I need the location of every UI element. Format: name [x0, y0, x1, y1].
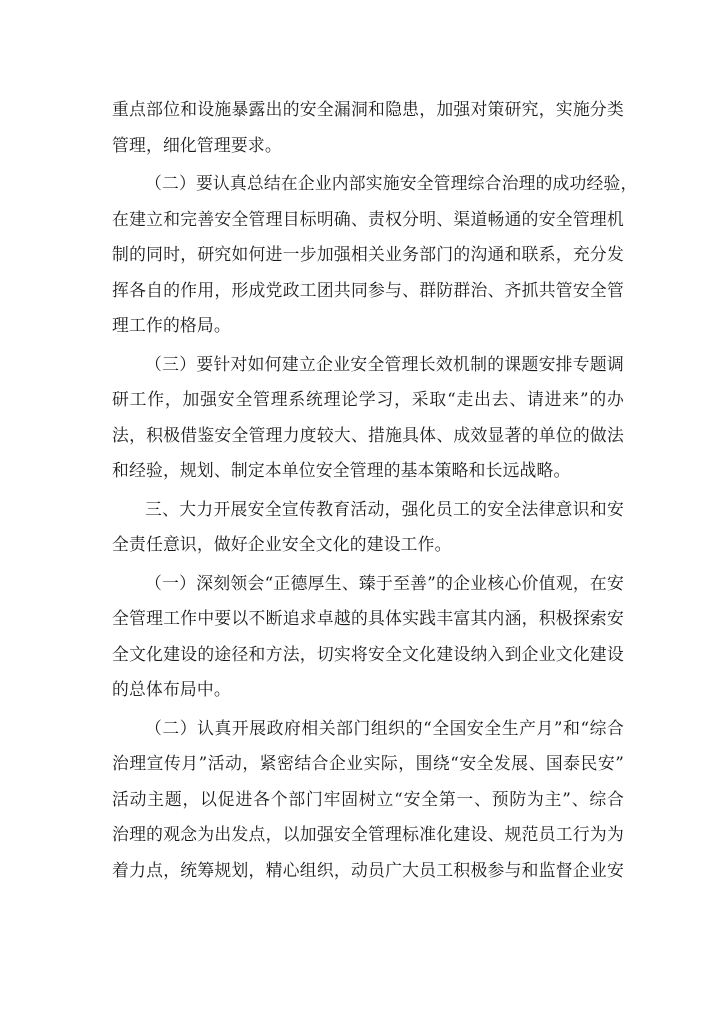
text-line: 活动主题，以促进各个部门牢固树立“安全第一、预防为主”、综合: [112, 788, 624, 809]
text-line: 治理宣传月”活动，紧密结合企业实际，围绕“安全发展、国泰民安”: [112, 753, 624, 773]
text-line: 全文化建设的途径和方法，切实将安全文化建设纳入到企业文化建设: [112, 643, 624, 664]
text-line: 的总体布局中。: [112, 679, 231, 699]
text-line: 三、大力开展安全宣传教育活动，强化员工的安全法律意识和安: [145, 498, 624, 519]
text-line: 全责任意识，做好企业安全文化的建设工作。: [112, 534, 452, 554]
text-line: 法，积极借鉴安全管理力度较大、措施具体、成效显著的单位的做法: [112, 424, 624, 445]
paragraph: [112, 92, 624, 163]
text-line: （三）要针对如何建立企业安全管理长效机制的课题安排专题调: [145, 353, 624, 374]
text-line: 研工作，加强安全管理系统理论学习，采取“走出去、请进来”的办: [112, 389, 624, 409]
text-line: 在建立和完善安全管理目标明确、责权分明、渠道畅通的安全管理机: [112, 208, 624, 229]
text-line: 全管理工作中要以不断追求卓越的具体实践丰富其内涵，积极探索安: [112, 608, 624, 628]
text-line: 重点部位和设施暴露出的安全漏洞和隐患，加强对策研究，实施分类: [112, 99, 624, 119]
text-line: 治理的观念为出发点，以加强安全管理标准化建设、规范员工行为为: [112, 824, 624, 844]
paragraph: [112, 566, 624, 708]
section-heading-paragraph: [112, 492, 624, 563]
text-line: 理工作的格局。: [112, 315, 231, 335]
text-line: 制的同时，研究如何进一步加强相关业务部门的沟通和联系，充分发: [112, 244, 624, 264]
text-line: 挥各自的作用，形成党政工团共同参与、群防群治、齐抓共管安全管: [112, 279, 624, 300]
text-line: （二）认真开展政府相关部门组织的“全国安全生产月”和“综合: [145, 717, 624, 738]
paragraph: [112, 166, 638, 344]
paragraph: [112, 711, 624, 889]
text-line: （一）深刻领会“正德厚生、臻于至善”的企业核心价值观，在安: [145, 572, 624, 593]
text-line: 和经验，规划、制定本单位安全管理的基本策略和长远战略。: [112, 460, 571, 480]
document-body: [112, 92, 638, 888]
text-line: 着力点，统筹规划，精心组织，动员广大员工积极参与和监督企业安: [112, 859, 624, 880]
text-line: 管理，细化管理要求。: [112, 134, 282, 155]
paragraph: [112, 347, 624, 489]
text-line: （二）要认真总结在企业内部实施安全管理综合治理的成功经验，: [145, 173, 638, 193]
